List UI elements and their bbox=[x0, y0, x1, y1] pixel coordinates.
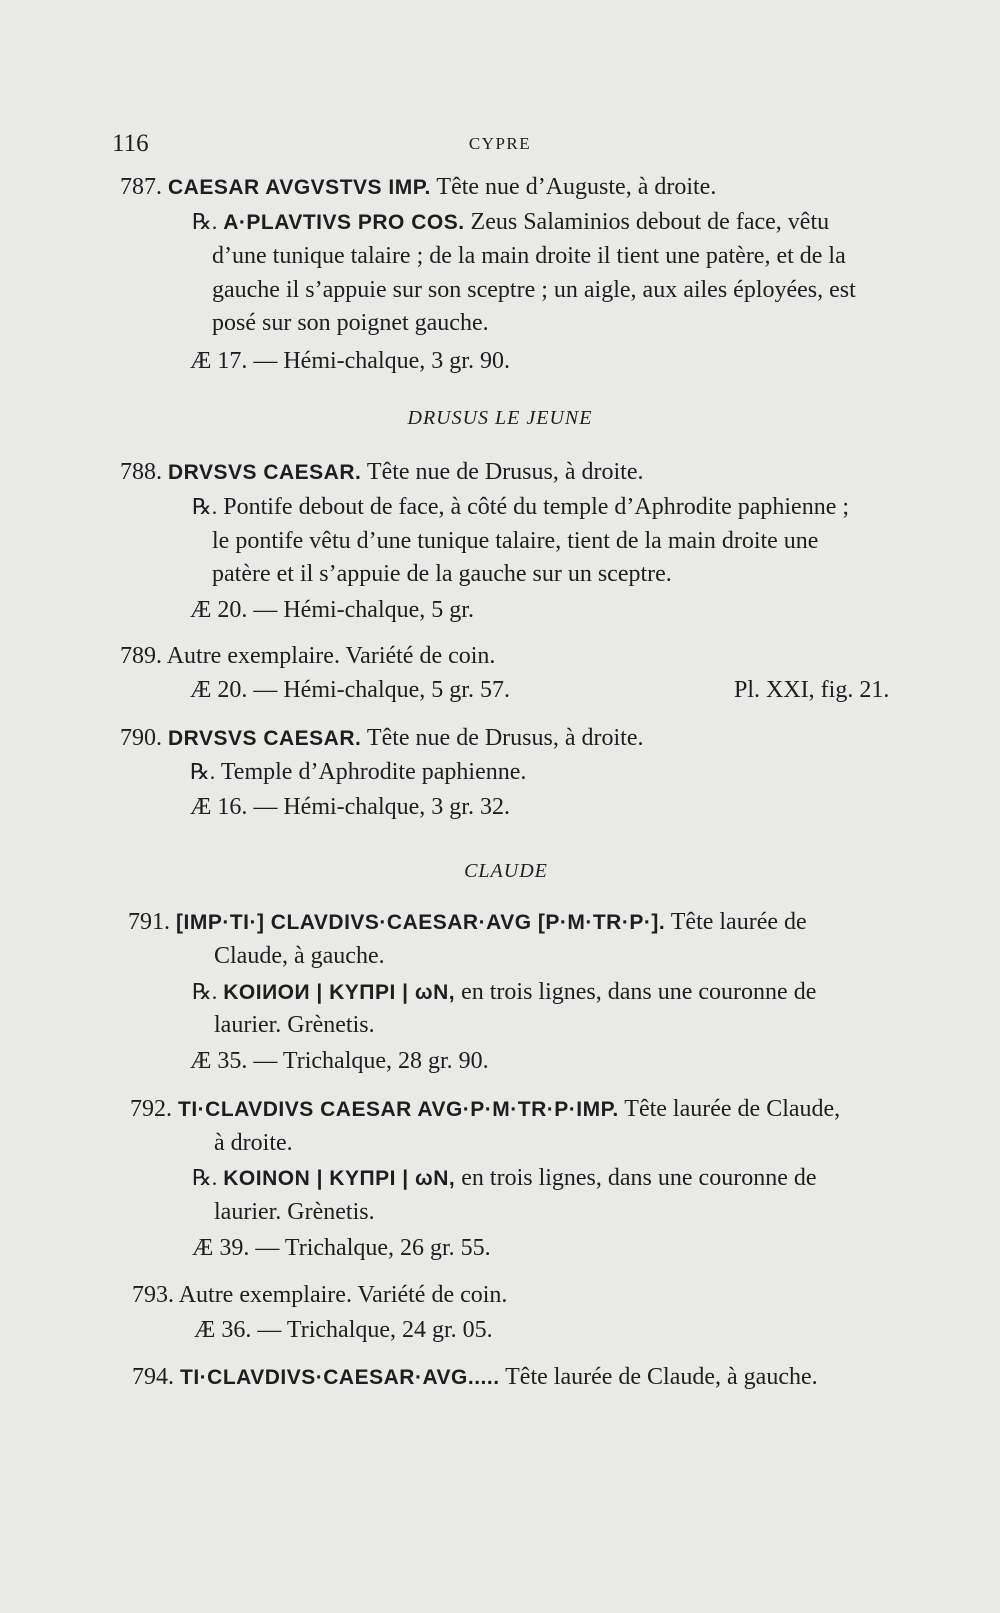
entry-787-metal: Æ 17. — Hémi-chalque, 3 gr. 90. bbox=[190, 348, 510, 374]
entry-number: 788. bbox=[120, 459, 162, 485]
entry-792-line2: à droite. bbox=[214, 1130, 293, 1156]
entry-789-metal: Æ 20. — Hémi-chalque, 5 gr. 57. bbox=[190, 677, 510, 703]
obverse-description: Tête nue d’Auguste, à droite. bbox=[436, 174, 717, 200]
obverse-legend: TI·CLAVDIVS·CAESAR·AVG..... bbox=[180, 1366, 500, 1389]
reverse-description: Pontife debout de face, à côté du temple d’Aphrodite paphienne ; bbox=[223, 494, 850, 520]
entry-791-line1 bbox=[128, 907, 807, 938]
entry-text: Autre exemplaire. Variété de coin. bbox=[166, 643, 496, 669]
running-title: CYPRE bbox=[468, 134, 532, 153]
entry-number: 794. bbox=[132, 1364, 174, 1390]
reverse-description: Zeus Salaminios debout de face, vêtu bbox=[470, 209, 830, 235]
entry-788-metal: Æ 20. — Hémi-chalque, 5 gr. bbox=[190, 597, 474, 623]
entry-number: 789. bbox=[120, 643, 162, 669]
entry-number: 791. bbox=[128, 909, 170, 935]
reverse-mark: ℞. bbox=[192, 494, 218, 519]
obverse-description: Tête laurée de bbox=[670, 909, 807, 935]
entry-788-reverse-line2: le pontife vêtu d’une tunique talaire, tient de la main droite une bbox=[212, 528, 819, 554]
obverse-description: Tête laurée de Claude, à gauche. bbox=[505, 1364, 818, 1390]
reverse-mark: ℞. bbox=[192, 209, 218, 234]
entry-793-line1 bbox=[132, 1280, 507, 1310]
entry-788-reverse-line3: patère et il s’appuie de la gauche sur un sceptre. bbox=[212, 561, 672, 587]
section-heading: DRUSUS LE JEUNE bbox=[407, 407, 593, 429]
entry-793-metal: Æ 36. — Trichalque, 24 gr. 05. bbox=[194, 1317, 493, 1343]
reverse-legend: KOIИOИ | KYΠPI | ωN, bbox=[223, 981, 456, 1004]
entry-790-line1 bbox=[120, 723, 643, 754]
entry-791-metal: Æ 35. — Trichalque, 28 gr. 90. bbox=[190, 1048, 489, 1074]
obverse-legend: TI·CLAVDIVS CAESAR AVG·P·M·TR·P·IMP. bbox=[178, 1098, 619, 1121]
obverse-description: Tête nue de Drusus, à droite. bbox=[366, 725, 644, 751]
entry-788-line1 bbox=[120, 457, 643, 488]
reverse-legend: A·PLAVTIVS PRO COS. bbox=[223, 211, 465, 234]
entry-787-reverse-line2: d’une tunique talaire ; de la main droite il tient une patère, et de la bbox=[212, 243, 846, 269]
entry-789-line1 bbox=[120, 641, 495, 671]
entry-790-metal: Æ 16. — Hémi-chalque, 3 gr. 32. bbox=[190, 794, 510, 820]
obverse-legend: CAESAR AVGVSTVS IMP. bbox=[168, 176, 431, 199]
reverse-mark: ℞. bbox=[192, 1165, 218, 1190]
entry-792-reverse-line2: laurier. Grènetis. bbox=[214, 1199, 375, 1225]
obverse-legend: DRVSVS CAESAR. bbox=[168, 461, 362, 484]
reverse-description: Temple d’Aphrodite paphienne. bbox=[220, 759, 527, 785]
obverse-legend: [IMP·TI·] CLAVDIVS·CAESAR·AVG [P·M·TR·P·]. bbox=[176, 911, 666, 934]
obverse-description: Tête nue de Drusus, à droite. bbox=[366, 459, 644, 485]
entry-791-reverse bbox=[192, 977, 816, 1008]
reverse-description: en trois lignes, dans une couronne de bbox=[461, 979, 817, 1005]
reverse-mark: ℞. bbox=[192, 979, 218, 1004]
entry-787-reverse-line4: posé sur son poignet gauche. bbox=[212, 310, 489, 336]
entry-number: 787. bbox=[120, 174, 162, 200]
entry-text: Autre exemplaire. Variété de coin. bbox=[178, 1282, 508, 1308]
entry-number: 790. bbox=[120, 725, 162, 751]
entry-792-reverse bbox=[192, 1163, 817, 1194]
entry-790-reverse bbox=[190, 757, 526, 787]
entry-787-reverse-line3: gauche il s’appuie sur son sceptre ; un aigle, aux ailes éployées, est bbox=[212, 277, 856, 303]
plate-reference: Pl. XXI, fig. 21. bbox=[734, 677, 890, 703]
entry-787-reverse bbox=[192, 207, 829, 238]
entry-number: 792. bbox=[130, 1096, 172, 1122]
reverse-mark: ℞. bbox=[190, 759, 216, 784]
entry-number: 793. bbox=[132, 1282, 174, 1308]
reverse-description: en trois lignes, dans une couronne de bbox=[461, 1165, 817, 1191]
entry-792-metal: Æ 39. — Trichalque, 26 gr. 55. bbox=[192, 1235, 491, 1261]
section-heading: CLAUDE bbox=[464, 860, 548, 882]
obverse-description: Tête laurée de Claude, bbox=[624, 1096, 841, 1122]
entry-792-line1 bbox=[130, 1094, 840, 1125]
entry-791-reverse-line2: laurier. Grènetis. bbox=[214, 1012, 375, 1038]
entry-787-line1 bbox=[120, 172, 716, 203]
entry-791-line2: Claude, à gauche. bbox=[214, 943, 385, 969]
entry-794-line1 bbox=[132, 1362, 818, 1393]
reverse-legend: KOINON | KYΠPI | ωN, bbox=[223, 1167, 456, 1190]
obverse-legend: DRVSVS CAESAR. bbox=[168, 727, 362, 750]
entry-788-reverse bbox=[192, 492, 849, 522]
page-number: 116 bbox=[112, 130, 149, 157]
